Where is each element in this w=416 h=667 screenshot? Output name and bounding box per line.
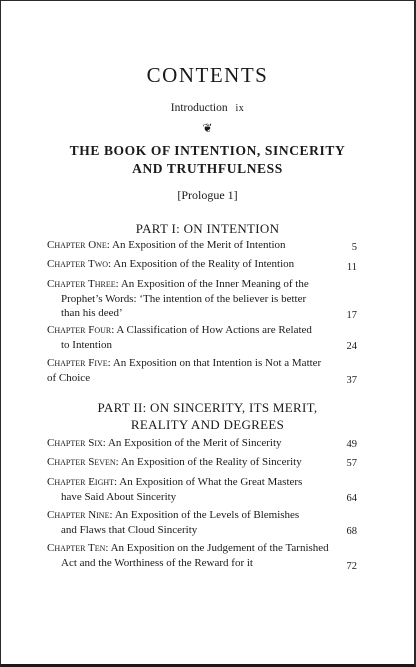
chapter-title-line: An Exposition of the Inner Meaning of the xyxy=(120,278,309,290)
chapter-label: Chapter Five: xyxy=(47,357,111,369)
chapter-title-line: of Choice xyxy=(47,371,91,384)
chapter-page-number: 72 xyxy=(346,561,357,572)
chapter-title-line: A Classification of How Actions are Related xyxy=(116,324,312,336)
introduction-page: ix xyxy=(235,103,245,114)
chapter-title-line: An Exposition on the Judgement of the Tarnished xyxy=(110,542,329,554)
chapter-page-number: 5 xyxy=(351,242,357,253)
chapter-title-line: An Exposition on that Intention is Not a Matter xyxy=(112,357,322,369)
chapter-entry-1 xyxy=(47,238,347,253)
chapter-label: Chapter Three: xyxy=(47,278,119,290)
chapter-page-number: 57 xyxy=(346,458,357,469)
chapter-title-line: An Exposition of the Reality of Sincerity xyxy=(120,456,302,468)
chapter-title-line: An Exposition of the Levels of Blemishes xyxy=(114,509,300,521)
chapter-title-line: An Exposition of What the Great Masters xyxy=(119,476,303,488)
chapter-entry-2 xyxy=(47,257,347,272)
chapter-page-number: 64 xyxy=(346,493,357,504)
chapter-label: Chapter Nine: xyxy=(47,509,113,521)
chapter-page-number: 37 xyxy=(346,375,357,386)
chapter-page-number: 11 xyxy=(346,262,357,273)
chapter-title-line: An Exposition of the Merit of Intention xyxy=(112,239,286,251)
chapter-label: Chapter Two: xyxy=(47,258,112,270)
chapter-title-line: have Said About Sincerity xyxy=(61,490,177,503)
chapter-label: Chapter Eight: xyxy=(47,476,118,488)
chapter-label: Chapter One: xyxy=(47,239,110,251)
chapter-entry-5 xyxy=(47,356,347,385)
part-1-heading: PART I: ON INTENTION xyxy=(135,221,280,236)
introduction-label: Introduction xyxy=(170,102,228,114)
introduction-entry xyxy=(1,102,414,114)
chapter-page-number: 17 xyxy=(346,310,357,321)
chapter-page-number: 49 xyxy=(346,439,357,450)
chapter-entry-7 xyxy=(47,455,347,470)
chapter-entry-3 xyxy=(47,277,347,321)
part-2-heading xyxy=(1,399,414,433)
book-title-line-1: THE BOOK OF INTENTION, SINCERITY xyxy=(69,143,346,158)
part-2-heading-line-2: REALITY AND DEGREES xyxy=(130,417,285,432)
chapter-entry-8 xyxy=(47,475,347,504)
chapter-page-number: 24 xyxy=(346,341,357,352)
chapter-label: Chapter Six: xyxy=(47,437,106,449)
contents-heading: CONTENTS xyxy=(146,63,269,87)
chapter-label: Chapter Seven: xyxy=(47,456,119,468)
chapter-title-line: Prophet’s Words: ‘The intention of the believer is better xyxy=(61,292,307,305)
chapter-title-line: Act and the Worthiness of the Reward for it xyxy=(61,556,253,569)
chapter-entry-6 xyxy=(47,436,347,451)
chapter-label: Chapter Four: xyxy=(47,324,115,336)
chapter-label: Chapter Ten: xyxy=(47,542,109,554)
prologue-entry: [Prologue 1] xyxy=(177,188,238,202)
chapter-entry-10 xyxy=(47,541,347,570)
chapter-title-line: than his deed’ xyxy=(61,307,123,319)
chapter-title-line: and Flaws that Cloud Sincerity xyxy=(61,523,198,536)
chapter-page-number: 68 xyxy=(346,526,357,537)
part-2-heading-line-1: PART II: ON SINCERITY, ITS MERIT, xyxy=(97,400,318,415)
book-title xyxy=(1,142,414,178)
book-title-line-2: AND TRUTHFULNESS xyxy=(132,161,283,176)
fleuron-ornament-icon: ❦ xyxy=(202,121,213,135)
chapter-title-line: An Exposition of the Reality of Intention xyxy=(113,258,295,270)
chapter-title-line: An Exposition of the Merit of Sincerity xyxy=(107,437,282,449)
chapter-entry-4 xyxy=(47,323,347,352)
chapter-title-line: to Intention xyxy=(61,338,113,351)
chapter-entry-9 xyxy=(47,508,347,537)
